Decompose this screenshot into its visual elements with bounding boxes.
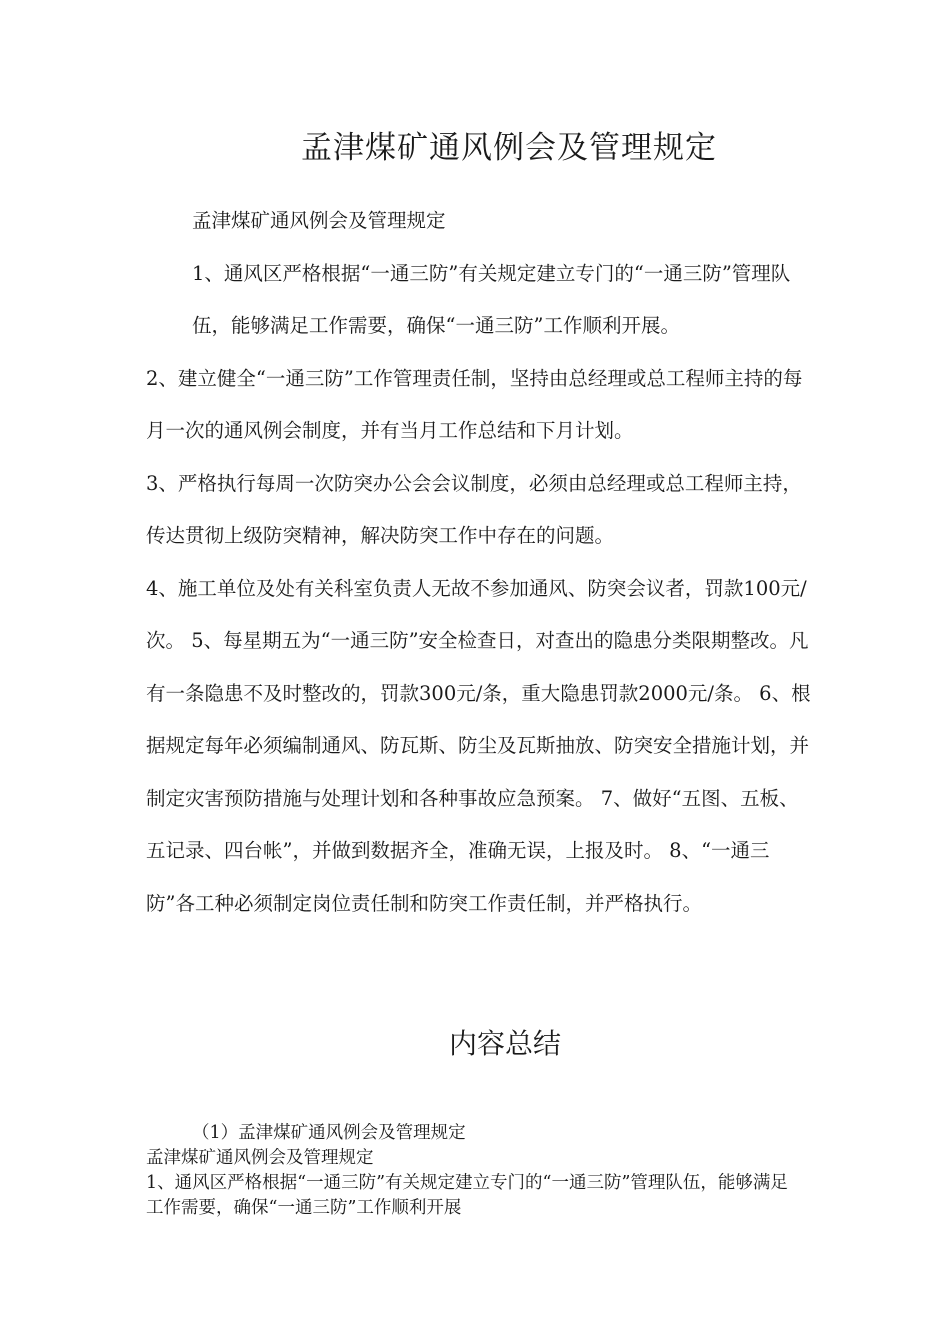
paragraph-2: 2、建立健全“一通三防”工作管理责任制，坚持由总经理或总工程师主持的每月一次的通风例会制度，并有当月工作总结和下月计划。 [146,366,803,442]
summary-item-1: （1）孟津煤矿通风例会及管理规定 [192,1123,466,1143]
paragraph-1: 1、通风区严格根据“一通三防”有关规定建立专门的“一通三防”管理队伍，能够满足工作需要，确保“一通三防”工作顺利开展。 [192,261,791,337]
paragraph-3: 3、严格执行每周一次防突办公会会议制度，必须由总经理或总工程师主持，传达贯彻上级防突精神，解决防突工作中存在的问题。 [146,471,802,547]
summary-line-3: 1、通风区严格根据“一通三防”有关规定建立专门的“一通三防”管理队伍，能够满足工作需要，确保“一通三防”工作顺利开展 [146,1173,788,1218]
paragraph-4: 4、施工单位及处有关科室负责人无故不参加通风、防突会议者，罚款100元/次。 5、每星期五为“一通三防”安全检查日，对查出的隐患分类限期整改。凡有一条隐患不及时整改的，罚款300元/条，重大隐患罚款2000元/条。 6、根据规定每年必须编制通风、防瓦斯、防尘及瓦斯抽放、防突安全措施计划，并制定灾害预防措施与处理计划和各种事故应急预案。 7、做好“五图、五板、五记录、四台帐”，并做到数据齐全，准确无误，上报及时。 8、“一通三防”各工种必须制定岗位责任制和防突工作责任制，并严格执行。 [146,576,811,915]
summary-line-2: 孟津煤矿通风例会及管理规定 [146,1148,374,1168]
document-body [146,195,811,930]
document-title: 孟津煤矿通风例会及管理规定 [301,130,717,166]
summary-block [146,1121,796,1221]
subtitle: 孟津煤矿通风例会及管理规定 [192,209,446,232]
summary-heading: 内容总结 [448,1027,561,1060]
